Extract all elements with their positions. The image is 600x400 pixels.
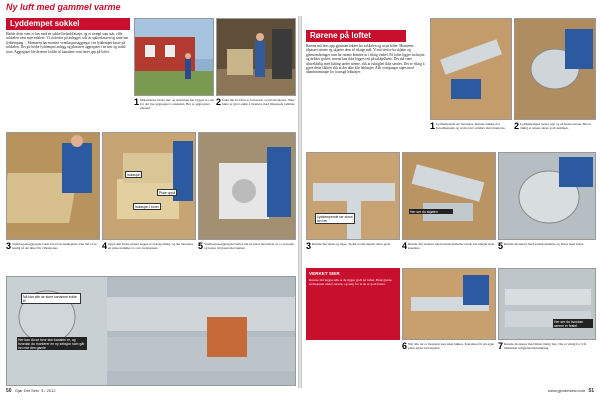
left-step-4-caption <box>102 242 196 272</box>
step-text: Rørene må isoleres med isolasjonsmatter rundt. Da unngår man kondens. <box>408 242 495 251</box>
step-text: Rørene monteres med isolasjonsmatte og festes med strips. <box>504 242 585 246</box>
left-step-3-caption <box>6 242 100 272</box>
callout-tag-duct-size: Her kan du se hvor stor kanalen er, og hvordan du monterer en ny seksjon som går inn mot den gamle <box>17 337 87 350</box>
info-box <box>306 268 400 340</box>
left-step-5-caption <box>198 242 296 272</box>
right-intro-text: Rørene må dras opp gjennom tekket fra sokkelen og ut på loftet. Montøren tilpasset rørene og skjærer dem til riktige mål. Vi må derfor ha skjøter og gjennomføringer som lar rørene komme ut i riktig vinkel. På loftet ligger isolasjon og dekker gulvet; rørene kan ikke legges rett på takbjelkene. Det må være tilstrekkelig med lufting under rørene, slik at fuktighet ikke samles. Det er viktig å gjøre dette sikkert slik at det ikke blir lekkasjer. Alle overganger tapes med aluminiumstape for å unngå lekkasjer. <box>306 44 425 75</box>
callout-tag-connect: Nå kan alle de store kanalene koble til <box>21 293 81 304</box>
right-footer <box>440 388 594 400</box>
step-text: Oppå den første platen legges et isolasjonslag, og det monteres en plate nummer to over isolasjonen. <box>108 242 194 251</box>
step-number: 3 <box>306 242 312 251</box>
photo-loft-ducts-7 <box>498 268 596 340</box>
photo-tag-festing: Her ser du hvordan rørene er festet <box>553 319 593 328</box>
left-page-number: 50 <box>6 388 12 394</box>
step-text: Rørene må skrus og tapes. Sjekk at alle skjøter sitter godt. <box>312 242 391 246</box>
right-step-5-caption <box>498 242 596 264</box>
left-section-title: Lyddempet sokkel <box>6 18 130 30</box>
step-number: 5 <box>498 242 504 251</box>
step-text: Når alle rør er monterte kan taket lukkes. Kanalene får sin egen plass under isolasjonen. <box>408 342 495 351</box>
right-step-2-caption <box>514 122 596 148</box>
right-step-4-caption <box>402 242 496 264</box>
left-page <box>2 16 298 388</box>
step-number: 7 <box>498 342 504 351</box>
left-footer-magazine: Gjør Det Selv <box>14 388 39 393</box>
photo-loft-ducts-3 <box>306 152 400 240</box>
step-text: Luke inn til loftet er forberedt, og må monteres. Slike luker er gjort enkle å montere med tilpassede rammer. <box>222 98 296 107</box>
info-box-title: VERKET SIER <box>309 271 340 276</box>
photo-loft-ducts-2 <box>514 18 596 120</box>
photo-loft-ducts-5 <box>498 152 596 240</box>
left-step-2-caption <box>216 98 296 128</box>
step-text: Ventilasjonsaggregatet løftes inn på plass med hjelp av to personer og festes til platen med skruer. <box>204 242 295 251</box>
photo-loft-ducts-1 <box>430 18 512 120</box>
photo-tag-plate-on-top: Plate oppå <box>159 190 176 195</box>
step-number: 6 <box>402 342 408 351</box>
step-number: 2 <box>216 98 222 107</box>
right-step-3-caption <box>306 242 400 264</box>
right-step-1-caption <box>430 122 512 148</box>
step-text: Lyddempingen bøyes opp og så festes rørene. Det er viktig at rørene skrus godt sammen. <box>520 122 592 131</box>
step-number: 1 <box>430 122 436 131</box>
step-number: 5 <box>198 242 204 251</box>
photo-bunkeplate <box>6 132 100 240</box>
left-intro-text: Hadde dette vært et hus med en sokkel behadd etasje, og et stempl som står, ville sokkelen vært mye enklere. Vi så derfor på anlegget, tok av spikerkassen og satte inn lyddemping ... Montøren har montert ventilasjonsaggregat i en lyddempet kasse på sokkelen. Det gir bedre lyddempet anlegg og plasserer aggregatet i en tørr og stabil sone. Aggregatet ble deretter koblet til kanalene som føres opp på loftet. <box>6 32 129 54</box>
left-footer-issue: 3 / 2012 <box>41 388 56 393</box>
right-page <box>302 16 598 388</box>
right-footer-site: www.gjordetselv.com <box>547 388 586 393</box>
photo-tag-skjot: Her ser du skjøten <box>409 209 453 214</box>
photo-house-exterior <box>134 18 214 96</box>
running-header <box>0 0 600 16</box>
info-box-text: Rørene må legges slik at de ligger godt på loftet. Bruk gjerne isolasjonen under rørene, og sørg for at de er godt festet. <box>309 278 392 287</box>
step-number: 1 <box>134 98 140 107</box>
photo-carrying-materials <box>216 18 296 96</box>
step-number: 3 <box>6 242 12 251</box>
photo-tag-isolation: Isolasjon <box>127 172 141 177</box>
running-head-title: Ny luft med gammel varme <box>6 2 121 12</box>
photo-aggregate-installed <box>198 132 296 240</box>
right-section-title: Rørene på loftet <box>306 30 406 42</box>
right-step-7-caption <box>498 342 596 386</box>
step-text: Materialene bæres inn, og montøren har bygget et rom for det nye aggregatet i sokkelen. Her er aggregatet plassert. <box>140 98 214 111</box>
photo-tag-lyddempende-ror: Lyddempende rør skrus inn her <box>315 213 355 224</box>
step-number: 2 <box>514 122 520 131</box>
step-number: 4 <box>102 242 108 251</box>
step-text: Rørene monteres med minst mulig bøy. Det er viktig for å få maksimal luftgjennomstrømning. <box>504 342 587 351</box>
right-page-number: 51 <box>588 388 594 394</box>
photo-isolation-layer <box>102 132 196 240</box>
step-text: Ventilasjonsaggregatet skal stå på en bunkeplate. Det må være stødig så det ikke blir vibrasjoner. <box>12 242 97 251</box>
photo-loft-ducts-4 <box>402 152 496 240</box>
left-footer <box>6 388 146 400</box>
photo-tag-isolation-bottom: Isolasjon i bunn <box>135 204 159 209</box>
right-step-6-caption <box>402 342 496 386</box>
step-number: 4 <box>402 242 408 251</box>
left-step-1-caption <box>134 98 214 128</box>
photo-loft-ducts-6 <box>402 268 496 340</box>
photo-ducts-closeup <box>6 276 296 386</box>
step-text: Lyddempende rør monteres. Rørene trekkes fra hovedkanalen og ut mot der ventiler skal monteres. <box>436 122 506 131</box>
